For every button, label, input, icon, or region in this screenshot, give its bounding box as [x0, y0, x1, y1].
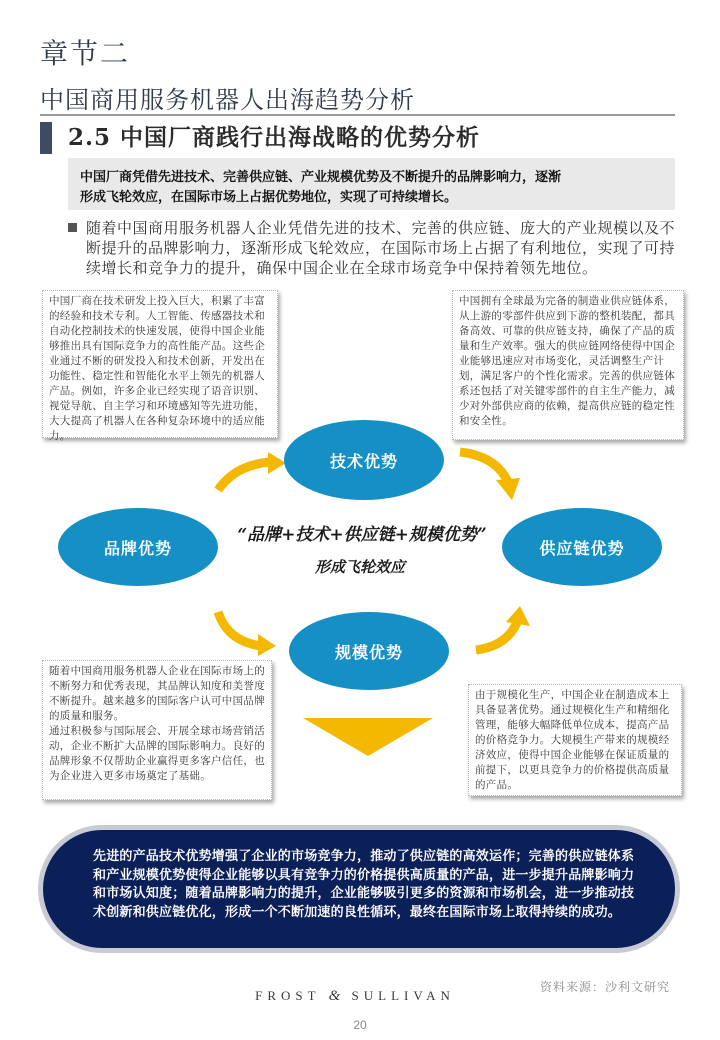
- brand-advantage-text-2: 通过积极参与国际展会、开展全球市场营销活动，企业不断扩大品牌的国际影响力。良好的品牌形象不仅帮助企业赢得更多客户信任，也为企业进入更多市场奠定了基础。: [49, 725, 265, 782]
- logo-ampersand: &: [328, 988, 344, 1004]
- key-finding-line-2: 形成飞轮效应，在国际市场上占据优势地位，实现了可持续增长。: [80, 190, 458, 205]
- curved-arrow-bottom-left-icon: [206, 608, 276, 656]
- supply-chain-advantage-text: 中国拥有全球最为完备的制造业供应链体系，从上游的零部件供应到下游的整机装配，都具备高效、可靠的供应链支持，确保了产品的质量和生产效率。强大的供应链网络使得中国企业能够迅速应对市场变化，灵活调整生产计划，满足客户的个性化需求。完善的供应链体系还包括了对关键零部件的自主生产能力，减少对外部供应商的依赖，提高供应链的稳定性和安全性。: [459, 295, 675, 427]
- brand-advantage-text-1: 随着中国商用服务机器人企业在国际市场上的不断努力和优秀表现，其品牌认知度和美誉度不断提升。越来越多的国际客户认可中国品牌的质量和服务。: [49, 665, 265, 722]
- summary-banner: [38, 825, 680, 953]
- frost-sullivan-logo: [0, 988, 720, 1005]
- tech-advantage-note: [42, 290, 278, 442]
- scale-advantage-text: 由于规模化生产，中国企业在制造成本上具备显著优势。通过规模化生产和精细化管理，能够大幅降低单位成本，提高产品的价格竞争力。大规模生产带来的规模经济效应，使得中国企业能够在保证质量的前提下，以更具竞争力的价格提供高质量的产品。: [475, 689, 670, 791]
- key-finding-box: [68, 158, 675, 210]
- bullet-square-icon: [68, 223, 77, 232]
- tech-advantage-text: 中国厂商在技术研发上投入巨大，积累了丰富的经验和技术专利。人工智能、传感器技术和自动化控制技术的快速发展，使得中国企业能够推出具有国际竞争力的高性能产品。这些企业通过不断的研发投入和技术创新，开发出在功能性、稳定性和智能化水平上领先的机器人产品。例如，许多企业已经实现了语音识别、视觉导航、自主学习和环境感知等先进功能，大大提高了机器人在各种复杂环境中的适应能力。: [49, 295, 265, 442]
- chapter-subtitle: 中国商用服务机器人出海趋势分析: [40, 86, 415, 114]
- section-marker: [40, 122, 52, 154]
- scale-advantage-node: 规模优势: [289, 612, 449, 690]
- source-note: 资料来源：沙利文研究: [540, 980, 671, 994]
- flywheel-formula: “品牌+技术+供应链+规模优势”: [237, 525, 487, 545]
- curved-arrow-top-right-icon: [456, 442, 526, 500]
- brand-advantage-node: 品牌优势: [58, 508, 218, 586]
- curved-arrow-top-left-icon: [206, 452, 286, 500]
- section-heading: [40, 122, 675, 154]
- bullet-paragraph: [68, 218, 678, 278]
- supply-chain-advantage-node: 供应链优势: [502, 508, 662, 586]
- flywheel-effect-label: 形成飞轮效应: [314, 558, 405, 576]
- page-number: 20: [353, 1018, 367, 1032]
- tech-advantage-node: 技术优势: [284, 420, 444, 500]
- logo-word-frost: FROST: [255, 988, 321, 1003]
- curved-arrow-bottom-right-icon: [470, 606, 532, 656]
- chapter-label: 章节二: [40, 37, 131, 70]
- key-finding-line-1: 中国厂商凭借先进技术、完善供应链、产业规模优势及不断提升的品牌影响力，逐渐: [80, 170, 562, 185]
- down-triangle-icon: [303, 718, 433, 756]
- scale-advantage-note: [468, 684, 682, 796]
- title-divider: [40, 114, 675, 116]
- supply-chain-advantage-note: [452, 290, 684, 440]
- section-title: 2.5 中国厂商践行出海战略的优势分析: [68, 124, 481, 151]
- summary-text: 先进的产品技术优势增强了企业的市场竞争力，推动了供应链的高效运作；完善的供应链体系和产业规模优势使得企业能够以具有竞争力的价格提供高质量的产品，进一步提升品牌影响力和市场认知度；随着品牌影响力的提升，企业能够吸引更多的资源和市场机会，进一步推动技术创新和供应链优化，形成一个不断加速的良性循环，最终在国际市场上取得持续的成功。: [93, 849, 635, 920]
- brand-advantage-note: [42, 660, 272, 800]
- bullet-text: 随着中国商用服务机器人企业凭借先进的技术、完善的供应链、庞大的产业规模以及不断提升的品牌影响力，逐渐形成飞轮效应，在国际市场上占据了有利地位，实现了可持续增长和竞争力的提升，确保中国企业在全球市场竞争中保持着领先地位。: [86, 219, 676, 277]
- logo-word-sullivan: SULLIVAN: [351, 988, 455, 1003]
